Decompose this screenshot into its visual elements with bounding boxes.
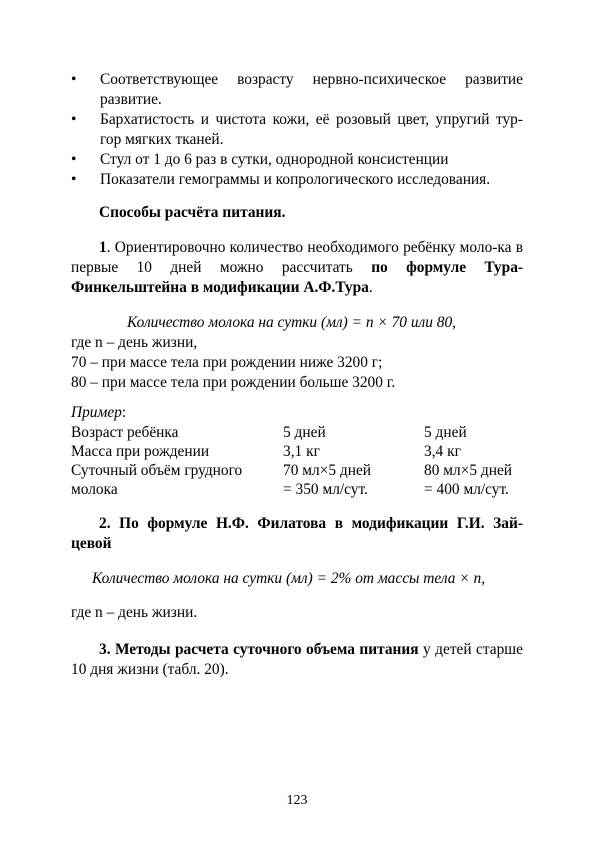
table-cell: 70 мл×5 дней <box>283 462 372 479</box>
section-heading: Способы расчёта питания. <box>99 204 286 221</box>
table-cell: 3,1 кг <box>283 443 320 460</box>
table-cell: 5 дней <box>424 424 467 441</box>
table-cell: 80 мл×5 дней <box>424 462 513 479</box>
page-number: 123 <box>286 793 308 808</box>
example-title <box>71 403 523 423</box>
list-item <box>71 150 523 170</box>
paragraph-bold-text: по формуле Тура-Финкельштейна в модификации А.Ф.Тура <box>71 259 524 296</box>
formula-tur: Количество молока на сутки (мл) = n × 70 или 80, <box>127 314 457 331</box>
table-cell: 3,4 кг <box>424 443 461 460</box>
paragraph-end: . <box>368 279 373 296</box>
bullet-mark: • <box>71 151 77 168</box>
list-item-text: Стул от 1 до 6 раз в сутки, однородной консистенции <box>100 151 449 168</box>
bullet-mark: • <box>71 71 77 88</box>
definition-line: 80 – при массе тела при рождении больше 3200 г. <box>71 374 396 391</box>
paragraph-3 <box>71 640 523 680</box>
formula-filatov: Количество молока на сутки (мл) = 2% от массы тела × n, <box>92 570 486 587</box>
table-row <box>71 461 541 480</box>
paragraph-number: 1 <box>99 239 107 256</box>
list-item-text: Соответствующее возрасту нервно-психическое развитие развитие. <box>100 71 523 108</box>
table-cell: Масса при рождении <box>71 443 210 460</box>
list-item <box>71 70 523 110</box>
paragraph-2: 2. По формуле Н.Ф. Филатова в модификации Г.И. Зай-цевой <box>71 515 523 552</box>
table-cell: = 400 мл/сут. <box>424 481 509 498</box>
formula-definitions <box>71 333 523 393</box>
table-cell: молока <box>71 481 118 498</box>
table-cell: Суточный объём грудного <box>71 462 243 479</box>
table-row <box>71 423 541 442</box>
formula-definition: где n – день жизни. <box>71 604 198 621</box>
table-row <box>71 480 541 499</box>
example-table <box>71 423 541 499</box>
definition-line: 70 – при массе тела при рождении ниже 3200 г; <box>71 354 383 371</box>
list-item-text: Показатели гемограммы и копрологического исследования. <box>100 171 491 188</box>
table-cell: Возраст ребёнка <box>71 424 179 441</box>
example-title-colon: : <box>121 404 127 421</box>
bullet-mark: • <box>71 171 77 188</box>
table-cell: = 350 мл/сут. <box>283 481 368 498</box>
list-item <box>71 110 523 150</box>
example-title-text: Пример <box>71 404 122 421</box>
paragraph-1 <box>71 238 523 298</box>
table-cell: 5 дней <box>283 424 326 441</box>
list-item <box>71 170 523 190</box>
bullet-mark: • <box>71 111 77 128</box>
bullet-list <box>71 70 523 190</box>
paragraph-text: у детей старше 10 дня жизни (табл. 20). <box>71 641 523 678</box>
paragraph-bold-text: 3. Методы расчета суточного объема питания <box>99 641 419 658</box>
paragraph-text: . Ориентировочно количество необходимого ребёнку моло-ка в первые 10 дней можно рассчитать <box>71 239 523 276</box>
table-row <box>71 442 541 461</box>
list-item-text: Бархатистость и чистота кожи, её розовый цвет, упругий тур-гор мягких тканей. <box>100 111 523 148</box>
definition-line: где n – день жизни, <box>71 334 198 351</box>
